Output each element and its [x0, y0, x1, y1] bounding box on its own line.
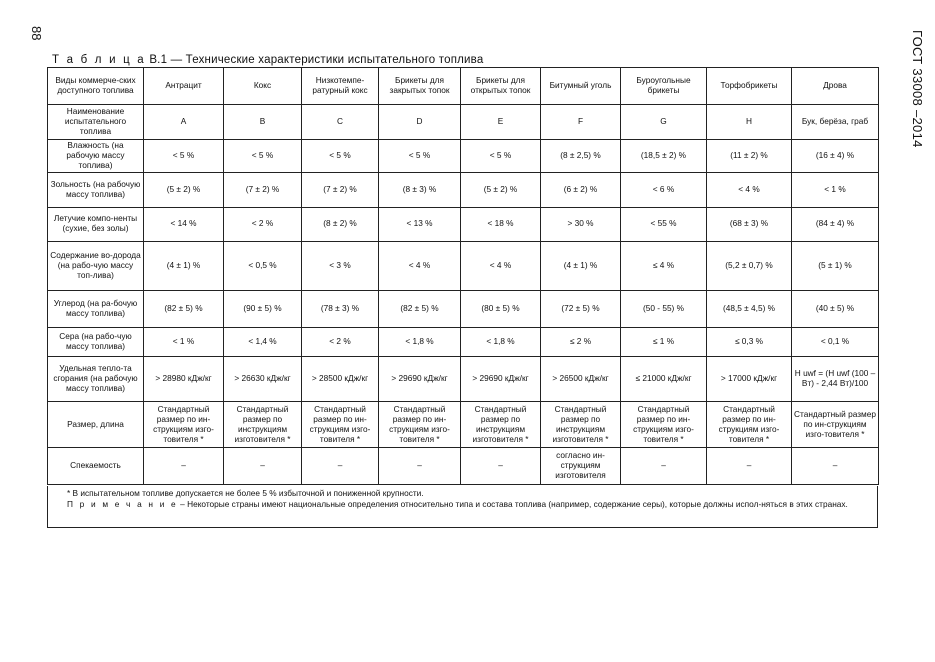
table-cell: (18,5 ± 2) % — [621, 139, 707, 173]
table-caption — [52, 54, 483, 66]
table-cell: > 28500 кДж/кг — [302, 357, 379, 402]
table-cell: – — [302, 448, 379, 485]
table-cell: < 1,4 % — [224, 327, 302, 357]
row-label: Содержание во-дорода (на рабо-чую массу топ-лива) — [48, 241, 144, 290]
table-cell: (82 ± 5) % — [144, 290, 224, 327]
table-cell: ≤ 4 % — [621, 241, 707, 290]
table-cell: < 13 % — [379, 208, 461, 242]
table-cell: ≤ 2 % — [541, 327, 621, 357]
table-cell: < 2 % — [224, 208, 302, 242]
table-cell: (5,2 ± 0,7) % — [707, 241, 792, 290]
row-label: Углерод (на ра-бочую массу топлива) — [48, 290, 144, 327]
table-cell: (5 ± 2) % — [144, 173, 224, 208]
table-cell: H uwf = (H uwf (100 – Bт) - 2,44 Bт)/100 — [792, 357, 879, 402]
column-header: Буроугольные брикеты — [621, 68, 707, 105]
caption-label: Т а б л и ц а — [52, 54, 146, 66]
table-cell: < 1,8 % — [379, 327, 461, 357]
table-cell: < 6 % — [621, 173, 707, 208]
row-label: Летучие компо-ненты (сухие, без золы) — [48, 208, 144, 242]
table-cell: < 55 % — [621, 208, 707, 242]
table-cell: E — [461, 104, 541, 139]
table-row — [48, 104, 879, 139]
table-cell: ≤ 1 % — [621, 327, 707, 357]
table-cell: < 3 % — [302, 241, 379, 290]
table-cell: (50 - 55) % — [621, 290, 707, 327]
table-cell: > 30 % — [541, 208, 621, 242]
table-cell: (80 ± 5) % — [461, 290, 541, 327]
table-cell: (11 ± 2) % — [707, 139, 792, 173]
row-label: Спекаемость — [48, 448, 144, 485]
table-cell: – — [144, 448, 224, 485]
table-cell: < 2 % — [302, 327, 379, 357]
table-cell: H — [707, 104, 792, 139]
table-cell: F — [541, 104, 621, 139]
note-label: П р и м е ч а н и е — [67, 498, 178, 509]
table-cell: (8 ± 2,5) % — [541, 139, 621, 173]
table-cell: D — [379, 104, 461, 139]
table-cell: > 29690 кДж/кг — [461, 357, 541, 402]
table-cell: (82 ± 5) % — [379, 290, 461, 327]
table-cell: ≤ 21000 кДж/кг — [621, 357, 707, 402]
table-cell: Стандартный размер по ин-струкциям изго-товителя * — [379, 402, 461, 448]
column-header: Брикеты для закрытых топок — [379, 68, 461, 105]
table-cell: > 28980 кДж/кг — [144, 357, 224, 402]
table-cell: (5 ± 1) % — [792, 241, 879, 290]
table-cell: < 4 % — [707, 173, 792, 208]
table-cell: (78 ± 3) % — [302, 290, 379, 327]
table-cell: Стандартный размер по ин-струкциям изго-товителя * — [621, 402, 707, 448]
column-header: Торфобрикеты — [707, 68, 792, 105]
column-header: Дрова — [792, 68, 879, 105]
table-cell: (4 ± 1) % — [144, 241, 224, 290]
row-label: Размер, длина — [48, 402, 144, 448]
table-cell: Стандартный размер по ин-струкциям изго-товителя * — [144, 402, 224, 448]
table-cell: < 0,5 % — [224, 241, 302, 290]
table-row — [48, 139, 879, 173]
column-header: Битумный уголь — [541, 68, 621, 105]
table-cell: (6 ± 2) % — [541, 173, 621, 208]
table-row — [48, 402, 879, 448]
table-cell: < 0,1 % — [792, 327, 879, 357]
header-row-label: Виды коммерче-ских доступного топлива — [48, 68, 144, 105]
row-label: Удельная тепло-та сгорания (на рабочую массу топлива) — [48, 357, 144, 402]
table-row — [48, 173, 879, 208]
table-cell: Стандартный размер по инструкциям изготовителя * — [461, 402, 541, 448]
table-cell: Стандартный размер по ин-струкциям изго-товителя * — [302, 402, 379, 448]
note-text: – Некоторые страны имеют национальные определения относительно типа и состава топлива (например, содержание серы), которые должны испол-няться в этих странах. — [180, 498, 848, 509]
table-cell: > 17000 кДж/кг — [707, 357, 792, 402]
table-cell: (68 ± 3) % — [707, 208, 792, 242]
table-cell: < 1 % — [792, 173, 879, 208]
table-cell: < 5 % — [379, 139, 461, 173]
row-label: Влажность (на рабочую массу топлива) — [48, 139, 144, 173]
table-cell: C — [302, 104, 379, 139]
table-row — [48, 357, 879, 402]
table-cell: (4 ± 1) % — [541, 241, 621, 290]
table-cell: < 5 % — [461, 139, 541, 173]
table-cell: ≤ 0,3 % — [707, 327, 792, 357]
table-footer — [47, 486, 878, 528]
footnote: * В испытательном топливе допускается не более 5 % избыточной и пониженной крупности. — [67, 488, 424, 498]
table-cell: (7 ± 2) % — [224, 173, 302, 208]
table-cell: < 18 % — [461, 208, 541, 242]
table-row — [48, 327, 879, 357]
table-row — [48, 208, 879, 242]
table-cell: < 5 % — [144, 139, 224, 173]
table-cell: – — [379, 448, 461, 485]
table-cell: (40 ± 5) % — [792, 290, 879, 327]
table-cell: Стандартный размер по инструкциям изготовителя * — [541, 402, 621, 448]
table-cell: – — [224, 448, 302, 485]
table-cell: < 5 % — [302, 139, 379, 173]
table-cell: < 4 % — [461, 241, 541, 290]
note — [54, 499, 871, 510]
table-cell: < 1,8 % — [461, 327, 541, 357]
table-row — [48, 290, 879, 327]
table-cell: G — [621, 104, 707, 139]
table-cell: (7 ± 2) % — [302, 173, 379, 208]
table-cell: Стандартный размер по инструкциям изготовителя * — [224, 402, 302, 448]
row-label: Зольность (на рабочую массу топлива) — [48, 173, 144, 208]
table-cell: > 29690 кДж/кг — [379, 357, 461, 402]
page-number: 88 — [29, 26, 44, 41]
table-cell: Бук, берёза, граб — [792, 104, 879, 139]
table-cell: (8 ± 3) % — [379, 173, 461, 208]
table-row — [48, 241, 879, 290]
table-cell: < 14 % — [144, 208, 224, 242]
table-cell: (84 ± 4) % — [792, 208, 879, 242]
table-row — [48, 448, 879, 485]
table-cell: согласно ин-струкциям изготовителя — [541, 448, 621, 485]
table-cell: B — [224, 104, 302, 139]
table-cell: Стандартный размер по ин-струкциям изго-товителя * — [792, 402, 879, 448]
table-cell: (72 ± 5) % — [541, 290, 621, 327]
table-cell: – — [461, 448, 541, 485]
table-cell: < 1 % — [144, 327, 224, 357]
table-cell: – — [792, 448, 879, 485]
table-cell: (8 ± 2) % — [302, 208, 379, 242]
table-cell: (48,5 ± 4,5) % — [707, 290, 792, 327]
table-cell: (5 ± 2) % — [461, 173, 541, 208]
row-label: Сера (на рабо-чую массу топлива) — [48, 327, 144, 357]
column-header: Брикеты для открытых топок — [461, 68, 541, 105]
table-cell: > 26500 кДж/кг — [541, 357, 621, 402]
table-cell: – — [707, 448, 792, 485]
table-header-row — [48, 68, 879, 105]
table-cell: – — [621, 448, 707, 485]
column-header: Низкотемпе-ратурный кокс — [302, 68, 379, 105]
table-cell: (16 ± 4) % — [792, 139, 879, 173]
standard-designation: ГОСТ 33008 –2014 — [910, 30, 925, 148]
table-cell: > 26630 кДж/кг — [224, 357, 302, 402]
column-header: Кокс — [224, 68, 302, 105]
table-cell: < 4 % — [379, 241, 461, 290]
caption-title: В.1 — Технические характеристики испытательного топлива — [149, 54, 484, 66]
table-cell: (90 ± 5) % — [224, 290, 302, 327]
table-cell: A — [144, 104, 224, 139]
row-label: Наименование испытательного топлива — [48, 104, 144, 139]
fuel-characteristics-table — [47, 67, 879, 485]
table-cell: < 5 % — [224, 139, 302, 173]
table-cell: Стандартный размер по ин-струкциям изго-товителя * — [707, 402, 792, 448]
column-header: Антрацит — [144, 68, 224, 105]
